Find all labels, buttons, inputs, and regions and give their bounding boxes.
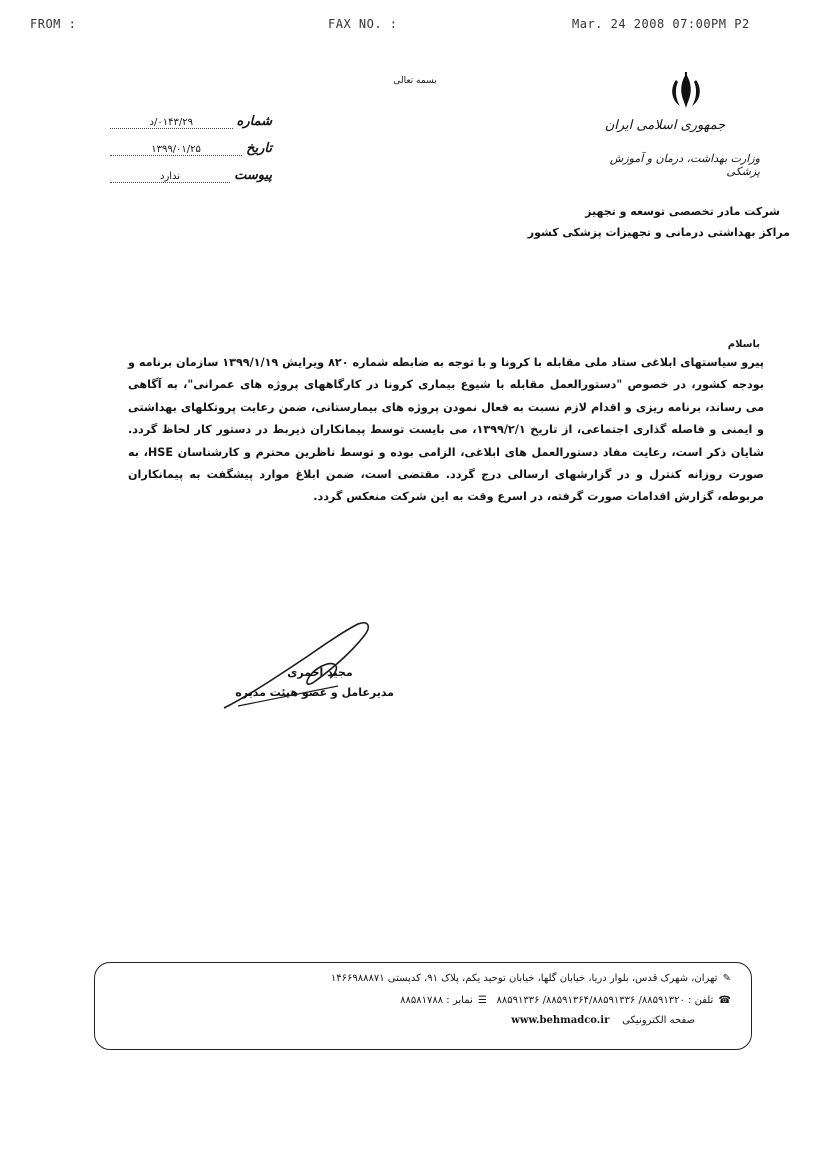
ministry-logotype: وزارت بهداشت، درمان و آموزش پزشکی [609, 152, 760, 178]
iran-emblem-icon [666, 70, 706, 114]
location-pin-icon: ✎ [722, 973, 731, 984]
footer-website-url[interactable]: www.behmadco.ir [511, 1015, 610, 1026]
attachment-label: پیوست [234, 168, 272, 183]
letter-number-row [110, 114, 272, 134]
signatory-name: مجید احمری [287, 666, 353, 679]
footer-address-line [331, 973, 731, 984]
footer-website-label: صفحه الکترونیکی [622, 1015, 695, 1026]
signatory-title: مدیرعامل و عضو هیئت مدیره [235, 686, 394, 699]
letter-date-value: ۱۳۹۹/۰۱/۲۵ [110, 144, 242, 156]
attachment-value: ندارد [110, 171, 230, 183]
footer-contact-box [94, 962, 752, 1050]
phone-icon: ☎ [718, 995, 731, 1006]
letter-number-value: ۰۱۴۳/۲۹/د [110, 117, 233, 129]
footer-phone-value: ۸۸۵۹۱۳۲۰/ ۸۸۵۹۱۳۶۴/۸۸۵۹۱۳۳۶/ ۸۸۵۹۱۳۳۶ [496, 995, 685, 1006]
footer-fax-value: ۸۸۵۸۱۷۸۸ [400, 995, 444, 1006]
fax-machine-icon: ☰ [477, 995, 487, 1006]
footer-phone-label: تلفن : [688, 995, 714, 1006]
salutation: باسلام [727, 339, 760, 350]
footer-fax-label: نمابر : [446, 995, 473, 1006]
company-name-line2: مراکز بهداشتی درمانی و تجهیزات پزشکی کشور [527, 226, 790, 239]
letter-number-label: شماره [236, 114, 272, 129]
letter-body: پیرو سیاستهای ابلاغی ستاد ملی مقابله با کرونا و با توجه به ضابطه شماره ۸۲۰ ویرایش ۱۳۹۹/۱/۱۹ سازمان برنامه و بودجه کشور، در خصوص "دستورالعمل مقابله با شیوع بیماری کرونا در کارگاههای پروژه های عمرانی"، به آگاهی می رساند، برنامه ریزی و اقدام لازم نسبت به فعال نمودن پروژه های بیمارستانی، ضمن رعایت پروتکلهای بهداشتی و ایمنی و فاصله گذاری اجتماعی، از تاریخ ۱۳۹۹/۲/۱، می بایست توسط پیمانکاران ذیربط در دستور کار لحاظ گردد. شایان ذکر است، رعایت مفاد دستورالعمل های ابلاغی، الزامی بوده و توسط ناظرین محترم و کارشناسان HSE، به صورت روزانه کنترل و در گزارشهای ارسالی درج گردد. مقتضی است، ضمن ابلاغ موارد پیشگفت به پیمانکاران مربوطه، گزارش اقدامات صورت گرفته، در اسرع وقت به این شرکت منعکس گردد. [128, 356, 764, 504]
company-name-line1: شرکت مادر تخصصی توسعه و تجهیز [585, 205, 780, 218]
footer-phone-line [400, 995, 731, 1006]
fax-from-label: FROM : [30, 17, 77, 31]
basmala: بسمه تعالی [393, 76, 437, 86]
fax-datetime-page: Mar. 24 2008 07:00PM P2 [572, 17, 750, 31]
republic-logotype: جمهوری اسلامی ایران [604, 118, 726, 133]
footer-address: تهران، شهرک قدس، بلوار دریا، خیابان گلها، خیابان توحید یکم، پلاک ۹۱، کدپستی ۱۴۶۶۹۸۸۸۷۱ [330, 973, 718, 984]
attachment-row [110, 168, 272, 188]
letter-date-row [110, 141, 272, 161]
fax-number-label: FAX NO. : [328, 17, 398, 31]
footer-website-line [511, 1015, 695, 1026]
letter-date-label: تاریخ [246, 141, 272, 156]
